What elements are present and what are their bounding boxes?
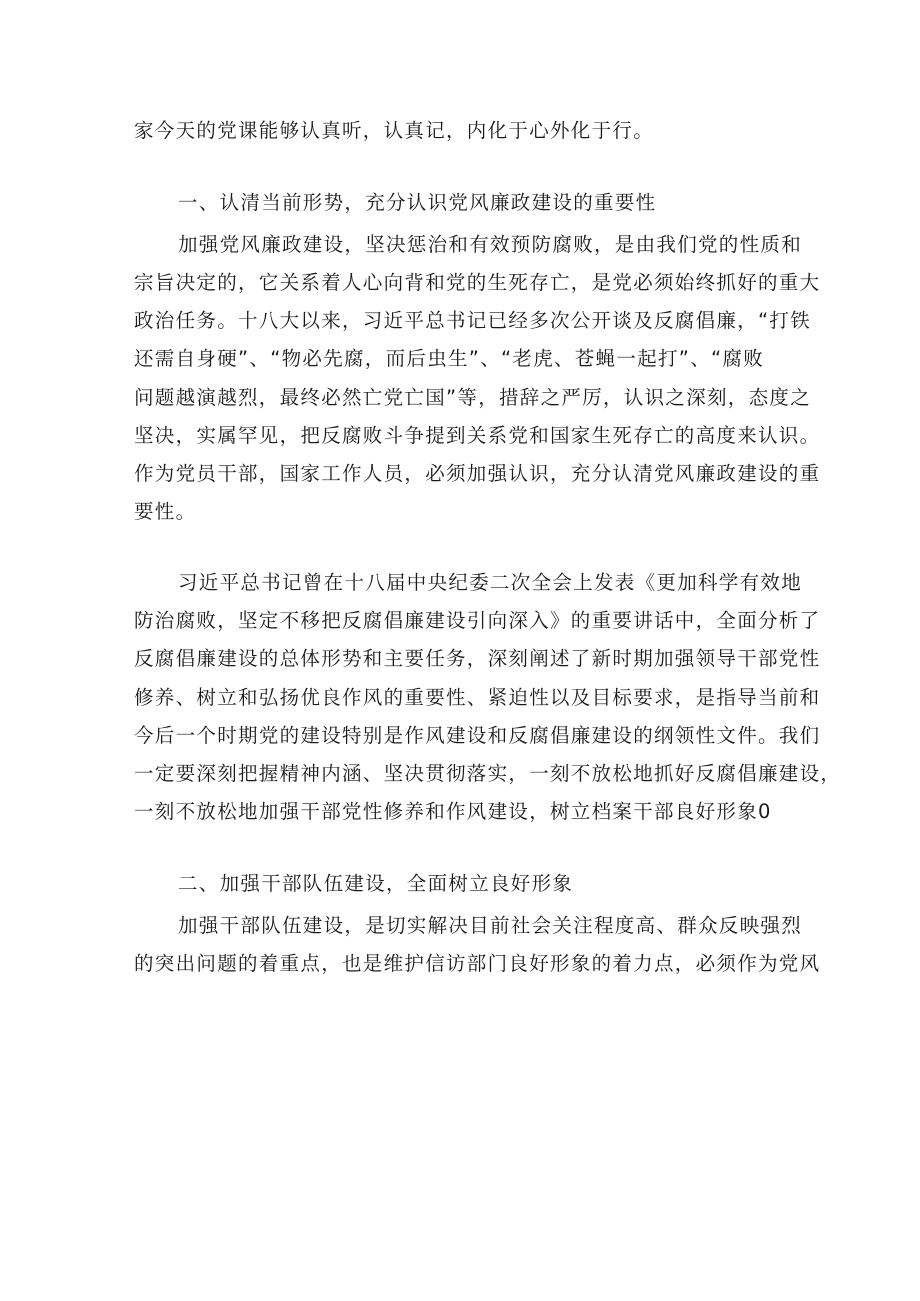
paragraph-line: 加强党风廉政建设，坚决惩治和有效预防腐败，是由我们党的性质和: [178, 233, 803, 256]
paragraph-line: 习近平总书记曾在十八届中央纪委二次全会上发表《更加科学有效地: [178, 571, 803, 594]
paragraph-line: 一刻不放松地加强干部党性修养和作风建设，树立档案干部良好形象0: [134, 800, 772, 823]
paragraph-line: 还需自身硬”、“物必先腐，而后虫生”、“老虎、苍蝇一起打”、“腐败: [134, 347, 765, 370]
paragraph-line: 问题越演越烈，最终必然亡党亡国”等，措辞之严厉，认识之深刻，态度之: [134, 386, 812, 409]
paragraph-line: 的突出问题的着重点，也是维护信访部门良好形象的着力点，必须作为党风: [134, 952, 821, 975]
paragraph-line: 今后一个时期党的建设特别是作风建设和反腐倡廉建设的纲领性文件。我们: [134, 724, 821, 747]
paragraph-line: 坚决，实属罕见，把反腐败斗争提到关系党和国家生死存亡的高度来认识。: [134, 424, 821, 447]
paragraph-line: 加强干部队伍建设，是切实解决目前社会关注程度高、群众反映强烈: [178, 914, 803, 937]
paragraph-line: 一定要深刻把握精神内涵、坚决贯彻落实，一刻不放松地抓好反腐倡廉建设，: [134, 762, 842, 785]
paragraph-continuation: 家今天的党课能够认真听，认真记，内化于心外化于行。: [134, 119, 655, 142]
paragraph-line: 宗旨决定的，它关系着人心向背和党的生死存亡，是党必须始终抓好的重大: [134, 271, 821, 294]
paragraph-line: 作为党员干部，国家工作人员，必须加强认识，充分认清党风廉政建设的重: [134, 462, 821, 485]
paragraph-line: 防治腐败，坚定不移把反腐倡廉建设引向深入》的重要讲话中，全面分析了: [134, 609, 821, 632]
paragraph-line: 要性。: [134, 500, 197, 523]
paragraph-line: 反腐倡廉建设的总体形势和主要任务，深刻阐述了新时期加强领导干部党性: [134, 647, 821, 670]
section-heading-2: 二、加强干部队伍建设，全面树立良好形象: [178, 872, 574, 895]
paragraph-line: 政治任务。十八大以来，习近平总书记已经多次公开谈及反腐倡廉，“打铁: [134, 309, 812, 332]
section-heading-1: 一、认清当前形势，充分认识党风廉政建设的重要性: [178, 191, 657, 214]
paragraph-line: 修养、树立和弘扬优良作风的重要性、紧迫性以及目标要求，是指导当前和: [134, 686, 821, 709]
